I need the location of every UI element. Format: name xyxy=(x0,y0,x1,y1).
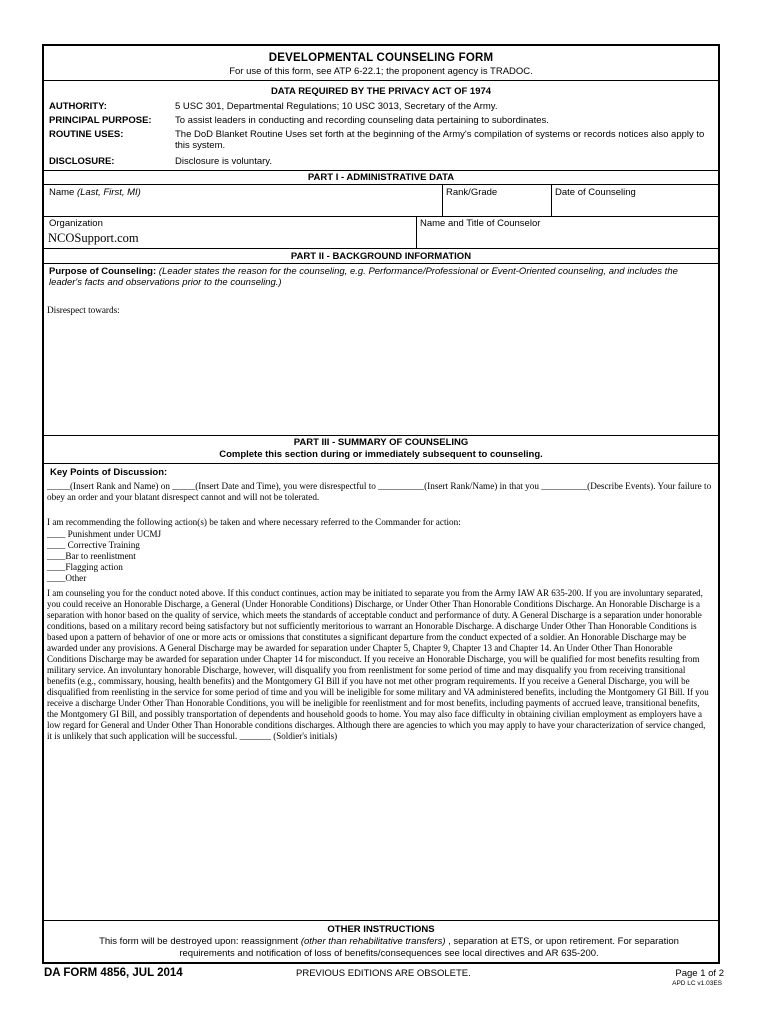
divider xyxy=(416,216,417,248)
action-list xyxy=(47,529,712,584)
other-text-italic: (other than rehabilitative transfers) xyxy=(300,936,446,947)
name-hint: (Last, First, MI) xyxy=(76,187,141,198)
divider xyxy=(44,248,718,249)
purpose-value[interactable]: Disrespect towards: xyxy=(47,305,120,315)
divider xyxy=(44,184,718,185)
form-id: DA FORM 4856, JUL 2014 xyxy=(44,967,183,979)
action-item[interactable]: ____ Punishment under UCMJ xyxy=(47,529,162,539)
divider xyxy=(44,80,718,81)
purpose-hint: (Leader states the reason for the counseling, e.g. Performance/Professional or Event-Oriented counseling, and includes the leader's facts and observations prior to the counseling.) xyxy=(49,266,678,288)
divider xyxy=(44,463,718,464)
authority-label: AUTHORITY: xyxy=(49,101,107,112)
purpose-of-counseling xyxy=(49,266,706,288)
other-heading: OTHER INSTRUCTIONS xyxy=(327,924,435,935)
divider xyxy=(551,184,552,216)
purpose-label: Purpose of Counseling: xyxy=(49,266,157,277)
principal-purpose-text: To assist leaders in conducting and recording counseling data pertaining to subordinates. xyxy=(175,115,549,126)
previous-editions: PREVIOUS EDITIONS ARE OBSOLETE. xyxy=(296,968,471,979)
name-label: Name xyxy=(49,187,75,198)
other-text-part: This form will be destroyed upon: reassignment xyxy=(99,936,301,947)
routine-uses-label: ROUTINE USES: xyxy=(49,129,124,140)
divider xyxy=(44,170,718,171)
authority-text: 5 USC 301, Departmental Regulations; 10 USC 3013, Secretary of the Army. xyxy=(175,101,498,112)
principal-purpose-row xyxy=(49,115,710,126)
counseling-form xyxy=(42,44,720,964)
divider xyxy=(44,435,718,436)
divider xyxy=(44,263,718,264)
action-item[interactable]: ____Bar to reenlistment xyxy=(47,551,136,561)
routine-uses-text: The DoD Blanket Routine Uses set forth at the beginning of the Army's compilation of systems or records notices also apply to this system. xyxy=(175,129,705,151)
part2-heading: PART II - BACKGROUND INFORMATION xyxy=(290,251,472,262)
action-item[interactable]: ____Flagging action xyxy=(47,562,123,572)
version-code: APD LC v1.03ES xyxy=(672,980,722,987)
rank-grade-field[interactable]: Rank/Grade xyxy=(446,187,498,198)
name-field[interactable] xyxy=(49,187,141,198)
divider xyxy=(442,184,443,216)
other-instructions-text xyxy=(74,936,704,960)
divider xyxy=(44,216,718,217)
organization-value[interactable]: NCOSupport.com xyxy=(48,231,139,245)
part1-heading: PART I - ADMINISTRATIVE DATA xyxy=(307,172,455,183)
action-item[interactable]: ____Other xyxy=(47,573,87,583)
key-points-paragraph[interactable]: _____(Insert Rank and Name) on _____(Insert Date and Time), you were disrespectful to __________(Insert Rank/Name) in that you __________(Describe Events). Your failure to obey an order and your blatant disrespect cannot and will not be tolerated. xyxy=(47,481,712,502)
form-subtitle: For use of this form, see ATP 6-22.1; the proponent agency is TRADOC. xyxy=(229,66,533,77)
action-item[interactable]: ____ Corrective Training xyxy=(47,540,140,550)
key-points-label: Key Points of Discussion: xyxy=(50,467,168,478)
counselor-name-field[interactable]: Name and Title of Counselor xyxy=(420,218,541,229)
part3-subheading: Complete this section during or immediately subsequent to counseling. xyxy=(219,449,543,460)
divider xyxy=(44,920,718,921)
principal-purpose-label: PRINCIPAL PURPOSE: xyxy=(49,115,152,126)
disclosure-row xyxy=(49,156,710,167)
discharge-paragraph[interactable]: I am counseling you for the conduct noted above. If this conduct continues, action may be initiated to separate you from the Army IAW AR 635-200. If you are involuntary separated, you could receive an Honorable Discharge, a General (Under Honorable Conditions) Discharge, or Under Other Than Honorable Conditions Discharge. An Honorable Discharge is a separation with honor based on the quality of service, which meets the standards of acceptable conduct and performance of duty. A General Discharge is a separation under honorable conditions, based on a military record being satisfactory but not sufficiently meritorious to warrant an Honorable Discharge. A discharge Under Other Than Honorable Conditions is based upon a pattern of behavior of one or more acts or omissions that constitutes a significant departure from the conduct expected of a soldier. An Honorable Discharge may be awarded under any provisions. A General Discharge may be awarded for separation under Chapter 5, Chapter 9, Chapter 13 and Chapter 14. An Under Other Than Honorable Conditions Discharge may be awarded for separation under Chapter 14 for misconduct. If you receive an Honorable Discharge, you will be qualified for most benefits resulting from military service. An involuntary honorable Discharge, however, will disqualify you from reenlistment for some period of time and may disqualify you from receiving transitional benefits (e.g., commissary, housing, health benefits) and the Montgomery GI Bill if you have not met other program requirements. If you receive a General Discharge, you will be disqualified from reenlisting in the service for some period of time and you will be ineligible for some military and VA administered benefits, including the Montgomery GI Bill. If you receive a discharge Under Other Than Honorable Conditions, you will be ineligible for reenlistment and for most benefits, including payments of accrued leave, transitional benefits, the Montgomery GI Bill, and possibly transportation of dependents and household goods to home. You may also face difficulty in obtaining civilian employment as employers have a low regard for General and Under Other Than Honorable conditions discharges. Although there are agencies to which you may apply to have your characterization of service changed, it is unlikely that such application will be successful. _______ (Soldier's initials) xyxy=(47,588,709,741)
disclosure-label: DISCLOSURE: xyxy=(49,156,115,167)
part3-heading: PART III - SUMMARY OF COUNSELING xyxy=(293,437,469,448)
organization-label: Organization xyxy=(49,218,103,229)
form-title: DEVELOPMENTAL COUNSELING FORM xyxy=(268,52,494,64)
recommend-intro: I am recommending the following action(s) be taken and where necessary referred to the Commander for action: xyxy=(47,517,461,527)
disclosure-text: Disclosure is voluntary. xyxy=(175,156,272,167)
routine-uses-row xyxy=(49,129,710,151)
page-number: Page 1 of 2 xyxy=(675,968,724,979)
authority-row xyxy=(49,101,710,112)
privacy-heading: DATA REQUIRED BY THE PRIVACY ACT OF 1974 xyxy=(270,86,492,97)
date-of-counseling-field[interactable]: Date of Counseling xyxy=(555,187,636,198)
other-text-part: , separation at ETS, or upon retirement. For separation requirements and notification of loss of benefits/consequences see local directives and AR 635-200. xyxy=(179,936,679,959)
